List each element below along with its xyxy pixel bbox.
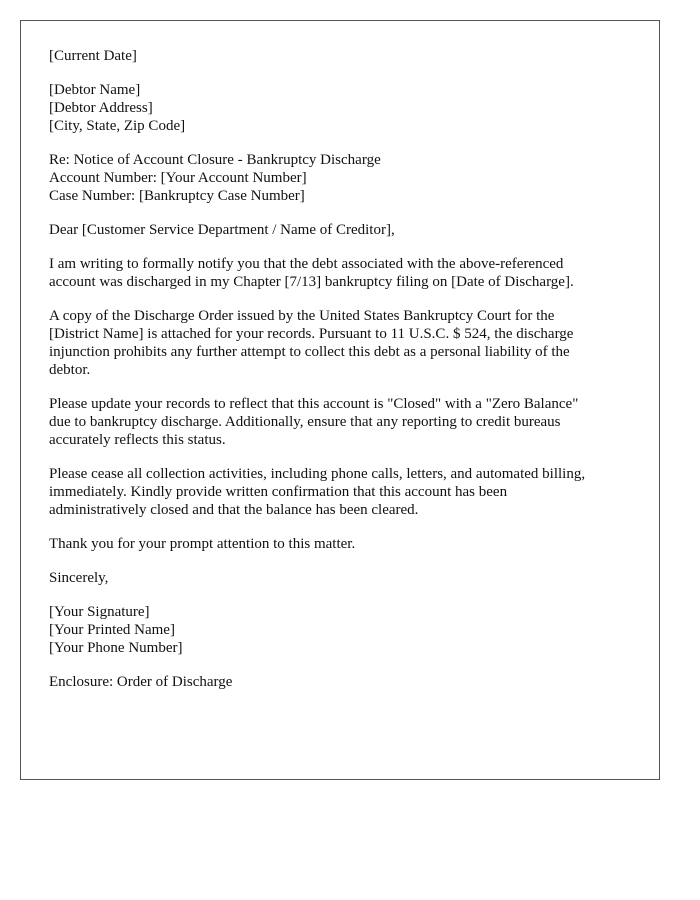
enclosure-block bbox=[49, 673, 639, 691]
paragraph-cease-collection bbox=[49, 465, 639, 519]
enclosure-note: Enclosure: Order of Discharge bbox=[49, 674, 233, 690]
date-block bbox=[49, 47, 639, 65]
paragraph-line: accurately reflects this status. bbox=[49, 432, 226, 448]
paragraph-line: Please update your records to reflect that this account is "Closed" with a "Zero Balance" bbox=[49, 396, 579, 412]
salutation-block bbox=[49, 221, 639, 239]
paragraph-update-records bbox=[49, 395, 639, 449]
debtor-address-block bbox=[49, 81, 639, 135]
account-number-line: Account Number: [Your Account Number] bbox=[49, 170, 307, 186]
current-date: [Current Date] bbox=[49, 48, 137, 64]
paragraph-line: A copy of the Discharge Order issued by the United States Bankruptcy Court for the bbox=[49, 308, 555, 324]
paragraph-line: I am writing to formally notify you that the debt associated with the above-referenced bbox=[49, 256, 564, 272]
debtor-name: [Debtor Name] bbox=[49, 82, 141, 98]
signature-placeholder: [Your Signature] bbox=[49, 604, 150, 620]
paragraph-line: administratively closed and that the balance has been cleared. bbox=[49, 502, 419, 518]
reference-block bbox=[49, 151, 639, 205]
paragraph-thanks bbox=[49, 535, 639, 553]
paragraph-line: [District Name] is attached for your records. Pursuant to 11 U.S.C. $ 524, the discharge bbox=[49, 326, 574, 342]
paragraph-line: Please cease all collection activities, including phone calls, letters, and automated billing, bbox=[49, 466, 586, 482]
paragraph-line: account was discharged in my Chapter [7/13] bankruptcy filing on [Date of Discharge]. bbox=[49, 274, 574, 290]
subject-line: Re: Notice of Account Closure - Bankruptcy Discharge bbox=[49, 152, 381, 168]
signature-block bbox=[49, 603, 639, 657]
case-number-line: Case Number: [Bankruptcy Case Number] bbox=[49, 188, 305, 204]
printed-name: [Your Printed Name] bbox=[49, 622, 175, 638]
paragraph-line: injunction prohibits any further attempt to collect this debt as a personal liability of the bbox=[49, 344, 570, 360]
paragraph-line: debtor. bbox=[49, 362, 91, 378]
paragraph-line: Thank you for your prompt attention to this matter. bbox=[49, 536, 356, 552]
closing: Sincerely, bbox=[49, 570, 109, 586]
debtor-address: [Debtor Address] bbox=[49, 100, 153, 116]
debtor-city-state-zip: [City, State, Zip Code] bbox=[49, 118, 186, 134]
letter-body bbox=[49, 47, 639, 707]
paragraph-line: immediately. Kindly provide written confirmation that this account has been bbox=[49, 484, 508, 500]
paragraph-discharge-order bbox=[49, 307, 639, 379]
closing-block bbox=[49, 569, 639, 587]
phone-number: [Your Phone Number] bbox=[49, 640, 183, 656]
paragraph-notification bbox=[49, 255, 639, 291]
letter-page bbox=[20, 20, 660, 780]
salutation: Dear [Customer Service Department / Name of Creditor], bbox=[49, 222, 395, 238]
paragraph-line: due to bankruptcy discharge. Additionally, ensure that any reporting to credit bureaus bbox=[49, 414, 561, 430]
